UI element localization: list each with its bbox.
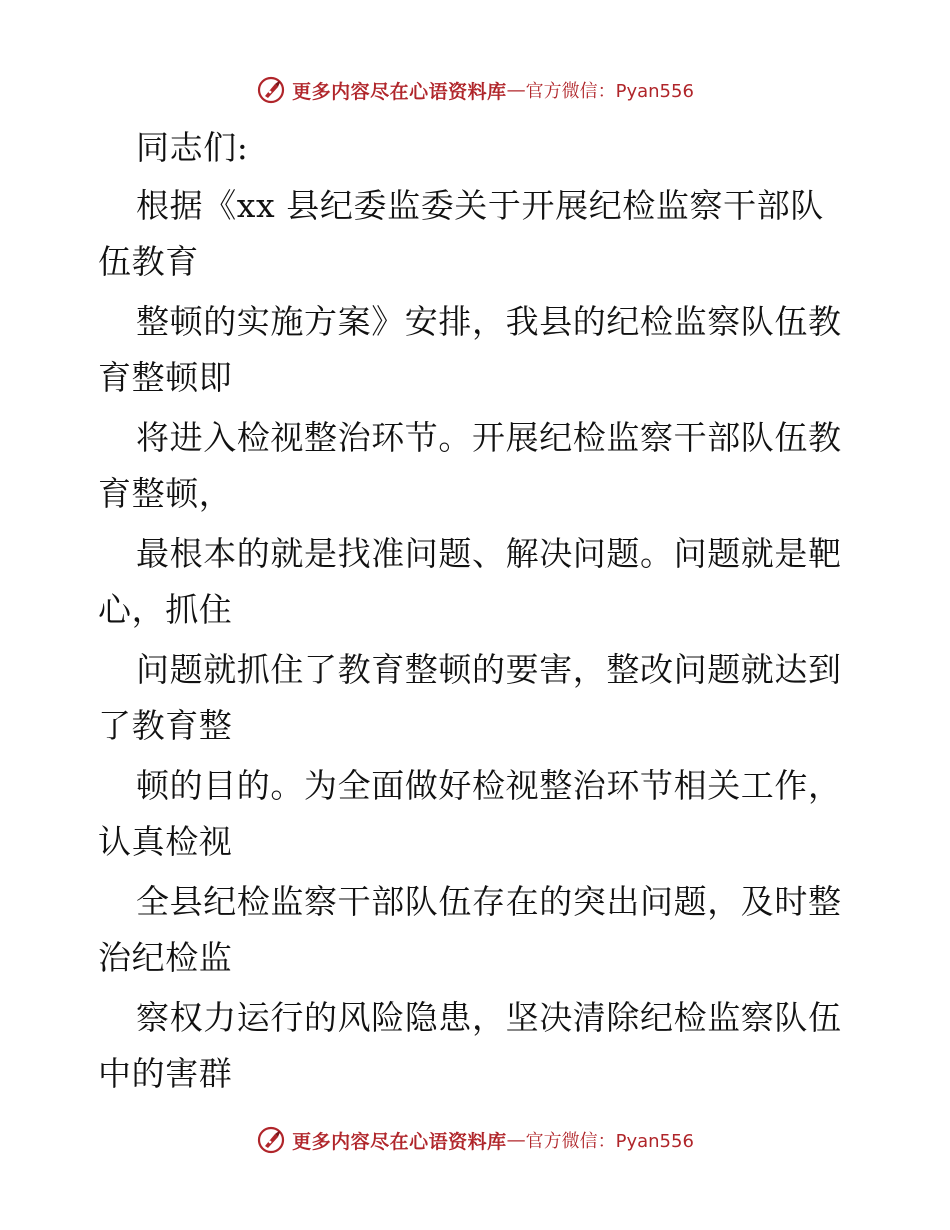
text-line: 认真检视 <box>98 822 233 861</box>
footer-separator: — <box>506 1129 526 1151</box>
text-line: 问题就抓住了教育整顿的要害，整改问题就达到 <box>136 650 842 689</box>
text-line: 中的害群 <box>98 1054 233 1093</box>
footer-site-text: 更多内容尽在心语资料库 <box>292 1130 507 1153</box>
text-line: 伍教育 <box>98 242 199 281</box>
text-line: 同志们: <box>136 128 249 167</box>
text-line: 了教育整 <box>98 706 233 745</box>
footer-wechat-text: 官方微信：Pyan556 <box>525 1131 694 1152</box>
text-line: 育整顿， <box>98 474 233 513</box>
text-line: 最根本的就是找准问题、解决问题。问题就是靶 <box>136 534 842 573</box>
header-watermark <box>0 70 950 110</box>
text-line: 全县纪检监察干部队伍存在的突出问题，及时整 <box>136 882 842 921</box>
text-line: 根据《xx 县纪委监委关于开展纪检监察干部队 <box>136 186 824 225</box>
text-line: 顿的目的。为全面做好检视整治环节相关工作， <box>136 766 842 805</box>
footer-watermark <box>0 1120 950 1160</box>
text-line: 整顿的实施方案》安排，我县的纪检监察队伍教 <box>136 302 842 341</box>
text-line: 治纪检监 <box>98 938 233 977</box>
pen-nib-logo-icon <box>256 75 286 105</box>
header-site-text: 更多内容尽在心语资料库 <box>292 80 507 103</box>
text-line: 心，抓住 <box>98 590 233 629</box>
pen-nib-logo-icon <box>256 1125 286 1155</box>
text-line: 育整顿即 <box>98 358 233 397</box>
header-separator: — <box>506 79 526 101</box>
text-line: 察权力运行的风险隐患，坚决清除纪检监察队伍 <box>136 998 842 1037</box>
header-wechat-text: 官方微信：Pyan556 <box>525 81 694 102</box>
text-line: 将进入检视整治环节。开展纪检监察干部队伍教 <box>136 418 842 457</box>
